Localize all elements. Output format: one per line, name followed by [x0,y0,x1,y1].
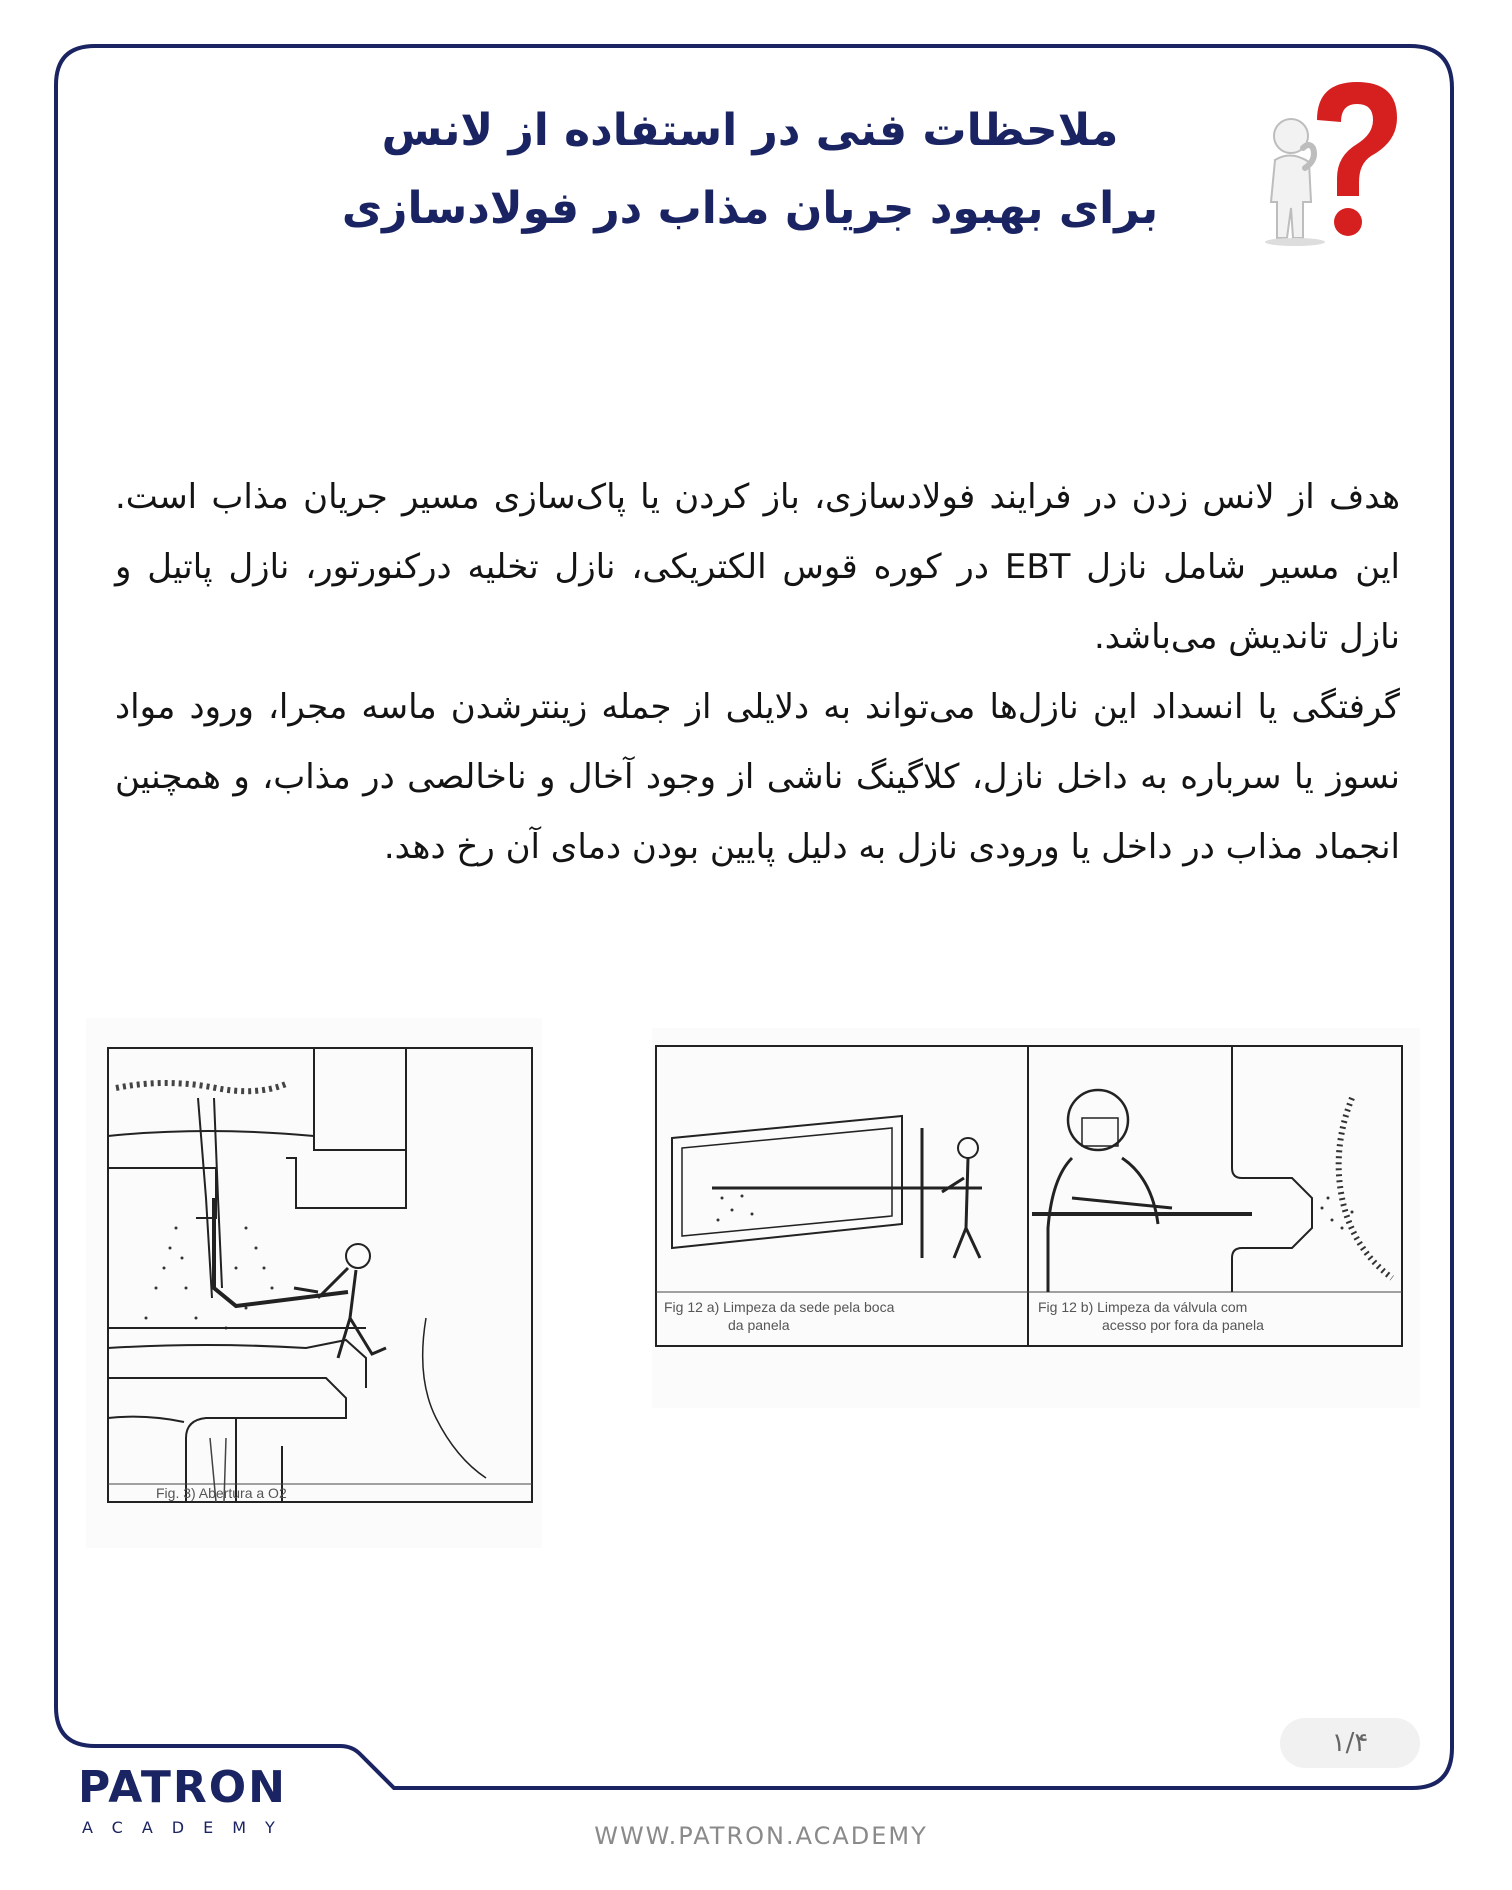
brand-name: PATRON [78,1762,287,1813]
website-url[interactable]: WWW.PATRON.ACADEMY [594,1822,928,1850]
ladle-cleaning-illustration [652,1028,1420,1408]
right-figure-caption-a-line1: Fig 12 a) Limpeza da sede pela boca [664,1299,895,1315]
right-figure-caption-a-line2: da panela [728,1317,790,1333]
page-indicator: ۱/۴ [1280,1718,1420,1768]
body-text [115,462,1400,882]
brand-sub: ACADEMY [82,1818,294,1837]
paragraph-2: گرفتگی یا انسداد این نازل‌ها می‌تواند به دلایلی از جمله زینترشدن ماسه مجرا، ورود مواد نسوز یا سرباره به داخل نازل، کلاگینگ ناشی از وجود آخال و ناخالصی در مذاب، و همچنین انجماد مذاب در داخل یا ورودی نازل به دلیل پایین بودن دمای آن رخ دهد. [115,687,1400,867]
brand-logo [78,1762,338,1846]
page-title [300,92,1200,248]
title-line-2: برای بهبود جریان مذاب در فولادسازی [341,183,1159,234]
lance-opening-illustration [86,1018,542,1548]
right-figure-caption-b-line2: acesso por fora da panela [1102,1317,1264,1333]
left-figure-caption: Fig. 3) Abertura a O2 [156,1485,287,1501]
title-line-1: ملاحظات فنی در استفاده از لانس [381,105,1119,156]
right-figure-caption-b-line1: Fig 12 b) Limpeza da válvula com [1038,1299,1248,1315]
question-mark-person-icon [1255,76,1405,246]
paragraph-1: هدف از لانس زدن در فرایند فولادسازی، باز کردن یا پاک‌سازی مسیر جریان مذاب است. این مسیر شامل نازل EBT در کوره قوس الکتریکی، نازل تخلیه درکنورتور، نازل پاتیل و نازل تاندیش می‌باشد. [115,477,1400,657]
